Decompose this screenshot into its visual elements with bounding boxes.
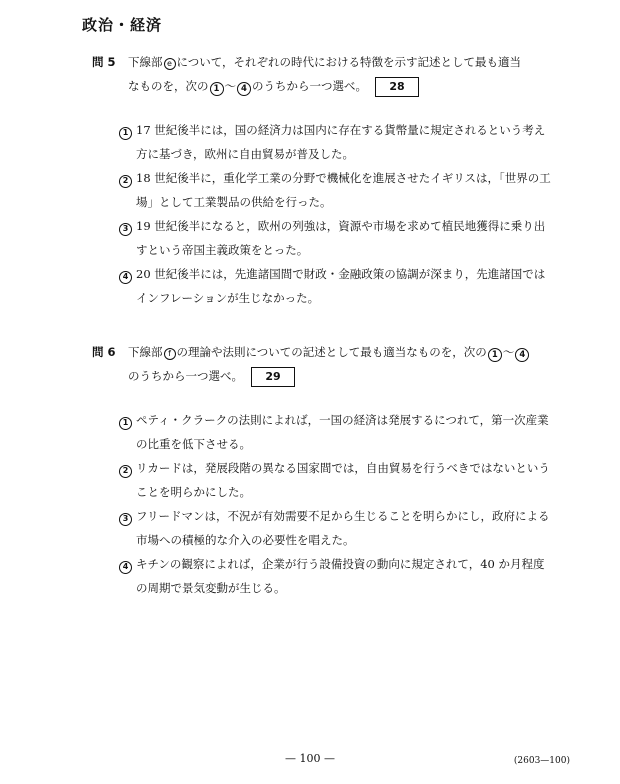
- option-number: 2: [119, 175, 132, 188]
- question-label: 問 6: [92, 345, 116, 359]
- option-text: 20 世紀後半には，先進諸国間で財政・金融政策の協調が深まり，先進諸国ではインフレーションが生じなかった。: [136, 267, 546, 305]
- answer-box[interactable]: 28: [375, 77, 419, 97]
- option-list: [92, 408, 552, 600]
- range-start-marker: 1: [488, 348, 502, 362]
- question-stem: 下線部 f の理論や法則についての記述として最も適当なものを，次の 1 ～ 4 のうちから一つ選べ。 29: [128, 340, 552, 388]
- question-5: [92, 50, 552, 310]
- option-item[interactable]: [118, 262, 552, 310]
- page-number: — 100 —: [285, 752, 335, 765]
- option-text: 19 世紀後半になると，欧州の列強は，資源や市場を求めて植民地獲得に乗り出すという帝国主義政策をとった。: [136, 219, 546, 257]
- option-text: ペティ・クラークの法則によれば，一国の経済は発展するにつれて，第一次産業の比重を低下させる。: [136, 413, 549, 451]
- question-label: 問 5: [92, 55, 116, 69]
- range-end-marker: 4: [237, 82, 251, 96]
- question-stem: 下線部 e について，それぞれの時代における特徴を示す記述として最も適当 なものを，次の 1 ～ 4 のうちから一つ選べ。 28: [128, 50, 552, 98]
- underline-mark: e: [164, 58, 176, 70]
- option-item[interactable]: [118, 118, 552, 166]
- underline-mark: f: [164, 348, 176, 360]
- option-text: キチンの観察によれば，企業が行う設備投資の動向に規定されて，40 か月程度の周期で景気変動が生じる。: [136, 557, 545, 595]
- answer-box[interactable]: 29: [251, 367, 295, 387]
- exam-code: (2603—100): [513, 756, 570, 766]
- option-item[interactable]: [118, 166, 552, 214]
- option-number: 2: [119, 465, 132, 478]
- range-end-marker: 4: [515, 348, 529, 362]
- option-number: 4: [119, 271, 132, 284]
- range-start-marker: 1: [210, 82, 224, 96]
- option-item[interactable]: [118, 552, 552, 600]
- option-text: 17 世紀後半には，国の経済力は国内に存在する貨幣量に規定されるという考え方に基づき，欧州に自由貿易が普及した。: [136, 123, 546, 161]
- option-number: 3: [119, 223, 132, 236]
- option-list: [92, 118, 552, 310]
- option-number: 4: [119, 561, 132, 574]
- option-number: 1: [119, 417, 132, 430]
- option-item[interactable]: [118, 214, 552, 262]
- option-item[interactable]: [118, 456, 552, 504]
- option-number: 1: [119, 127, 132, 140]
- option-text: リカードは，発展段階の異なる国家間では，自由貿易を行うべきではないということを明らかにした。: [136, 461, 550, 499]
- option-item[interactable]: [118, 504, 552, 552]
- question-6: [92, 340, 552, 600]
- option-number: 3: [119, 513, 132, 526]
- subject-header: 政治・経済: [82, 16, 163, 34]
- option-text: フリードマンは，不況が有効需要不足から生じることを明らかにし，政府による市場への積極的な介入の必要性を唱えた。: [136, 509, 550, 547]
- option-text: 18 世紀後半に，重化学工業の分野で機械化を進展させたイギリスは，「世界の工場」として工業製品の供給を行った。: [136, 171, 551, 209]
- option-item[interactable]: [118, 408, 552, 456]
